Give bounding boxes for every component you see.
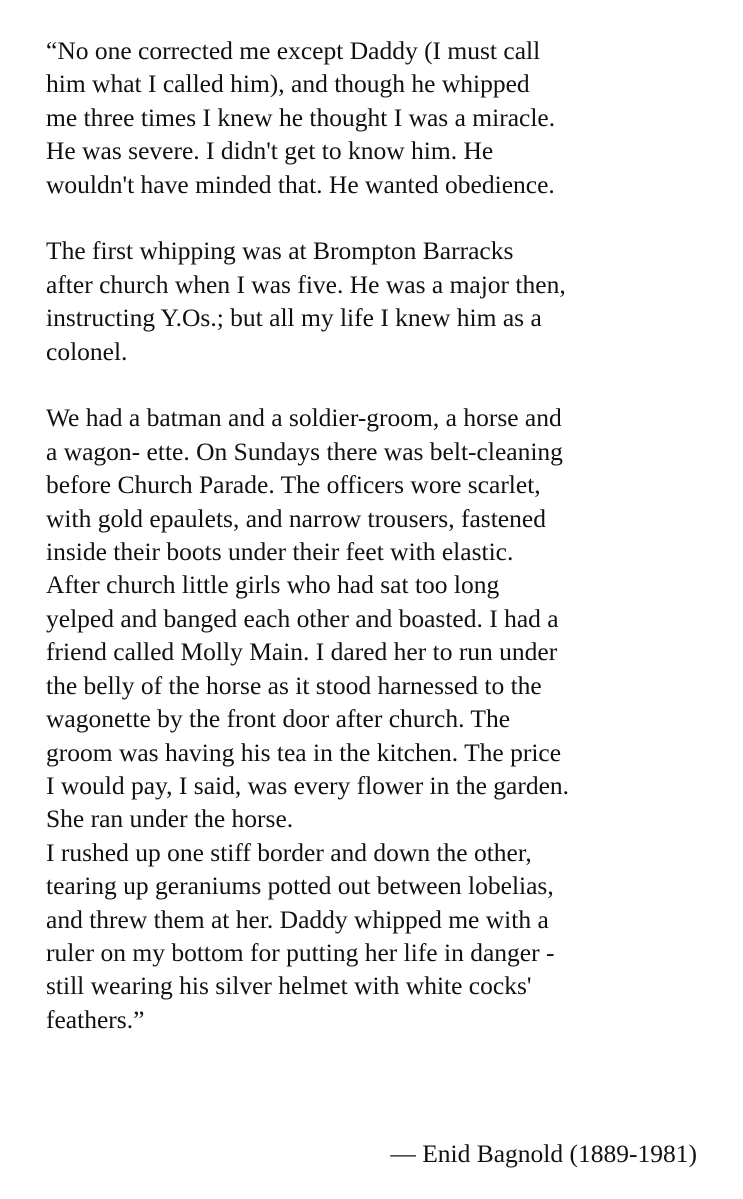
text-line: I rushed up one stiff border and down the other,: [46, 837, 532, 867]
text-line: groom was having his tea in the kitchen. The price: [46, 737, 562, 767]
text-line: She ran under the horse.: [46, 804, 294, 834]
text-line: and threw them at her. Daddy whipped me with a: [46, 904, 549, 934]
text-line: before Church Parade. The officers wore scarlet,: [46, 470, 541, 500]
text-line: after church when I was five. He was a major then,: [46, 269, 566, 299]
paragraph-gap: [46, 368, 736, 401]
text-line: yelped and banged each other and boasted. I had a: [46, 603, 559, 633]
quote-text: [46, 34, 736, 1036]
text-line: tearing up geraniums potted out between lobelias,: [46, 871, 554, 901]
paragraph: [46, 34, 736, 201]
text-line: wagonette by the front door after church. The: [46, 704, 511, 734]
text-line: with gold epaulets, and narrow trousers, fastened: [46, 503, 546, 533]
text-line: “No one corrected me except Daddy (I must call: [46, 36, 541, 65]
paragraph: [46, 401, 736, 1036]
text-line: I would pay, I said, was every flower in the garden.: [46, 770, 570, 800]
paragraph-gap: [46, 201, 736, 234]
text-line: inside their boots under their feet with elastic.: [46, 537, 514, 567]
text-line: He was severe. I didn't get to know him. He: [46, 136, 494, 166]
text-line: a wagon- ette. On Sundays there was belt-cleaning: [46, 436, 563, 466]
paragraph: [46, 234, 736, 368]
text-line: After church little girls who had sat too long: [46, 570, 500, 600]
text-line: instructing Y.Os.; but all my life I knew him as a: [46, 303, 542, 333]
text-line: him what I called him), and though he whipped: [46, 69, 530, 99]
text-line: friend called Molly Main. I dared her to run under: [46, 637, 558, 667]
attribution: — Enid Bagnold (1889-1981): [390, 1139, 697, 1168]
text-line: the belly of the horse as it stood harnessed to the: [46, 670, 542, 700]
text-line: feathers.”: [46, 1004, 145, 1034]
text-line: me three times I knew he thought I was a miracle.: [46, 102, 556, 132]
text-line: The first whipping was at Brompton Barracks: [46, 236, 514, 266]
text-line: still wearing his silver helmet with white cocks': [46, 971, 532, 1001]
text-line: wouldn't have minded that. He wanted obedience.: [46, 169, 555, 199]
text-line: We had a batman and a soldier-groom, a horse and: [46, 403, 562, 433]
text-line: colonel.: [46, 336, 128, 366]
text-line: ruler on my bottom for putting her life in danger -: [46, 937, 555, 967]
